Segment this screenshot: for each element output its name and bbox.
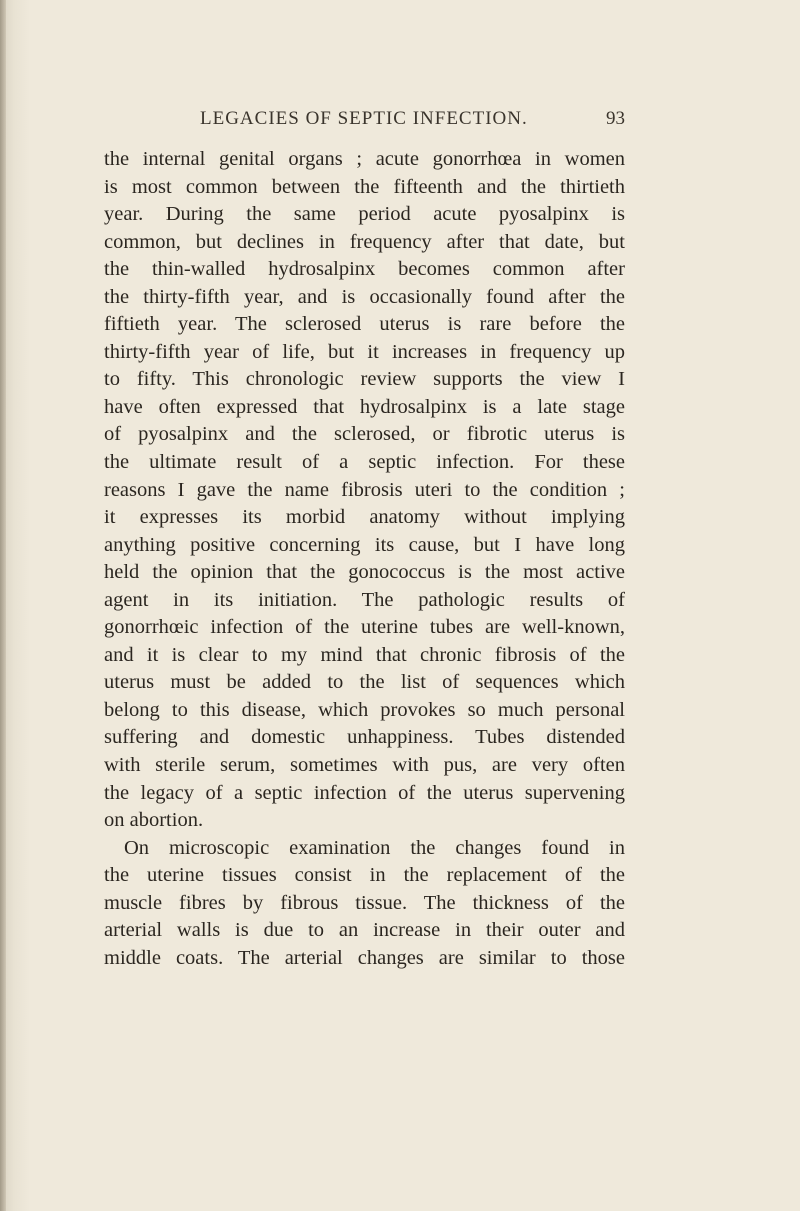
- text-line: muscle fibres by fibrous tissue. The thickness of the: [104, 891, 625, 914]
- text-line: with sterile serum, sometimes with pus, are very often: [104, 754, 625, 777]
- text-line: gonorrhœic infection of the uterine tubes are well-known,: [104, 616, 625, 639]
- text-line: is most common between the fifteenth and the thirtieth: [104, 175, 625, 198]
- text-line: the ultimate result of a septic infection. For these: [104, 451, 625, 474]
- text-line: thirty-fifth year of life, but it increases in frequency up: [104, 340, 625, 363]
- text-line: the thirty-fifth year, and is occasionally found after the: [104, 285, 625, 308]
- text-line: of pyosalpinx and the sclerosed, or fibrotic uterus is: [104, 423, 625, 446]
- text-line: held the opinion that the gonococcus is the most active: [104, 561, 625, 584]
- text-line: the uterine tissues consist in the replacement of the: [104, 864, 625, 887]
- text-line: belong to this disease, which provokes so much personal: [104, 698, 625, 721]
- page-spine-shadow: [0, 0, 6, 1211]
- text-line: middle coats. The arterial changes are similar to those: [104, 946, 625, 969]
- text-line: anything positive concerning its cause, but I have long: [104, 533, 625, 556]
- text-line: uterus must be added to the list of sequences which: [104, 671, 625, 694]
- running-head: [200, 108, 625, 136]
- text-line: it expresses its morbid anatomy without implying: [104, 506, 625, 529]
- text-line: reasons I gave the name fibrosis uteri to the condition ;: [104, 478, 625, 501]
- paragraph-end-line: on abortion.: [104, 809, 204, 832]
- running-head-title: LEGACIES OF SEPTIC INFECTION.: [200, 108, 528, 129]
- text-line: to fifty. This chronologic review supports the view I: [104, 368, 625, 391]
- text-line: the thin-walled hydrosalpinx becomes common after: [104, 258, 625, 281]
- text-line: have often expressed that hydrosalpinx is a late stage: [104, 395, 625, 418]
- page-number: 93: [606, 108, 625, 129]
- text-line: fiftieth year. The sclerosed uterus is rare before the: [104, 313, 625, 336]
- text-line: arterial walls is due to an increase in their outer and: [104, 919, 625, 942]
- body-text: [104, 146, 625, 972]
- text-line: the internal genital organs ; acute gonorrhœa in women: [104, 148, 625, 170]
- text-line: agent in its initiation. The pathologic results of: [104, 588, 625, 611]
- text-line: and it is clear to my mind that chronic fibrosis of the: [104, 643, 625, 666]
- paragraph-start-line: On microscopic examination the changes found in: [124, 836, 625, 859]
- text-line: year. During the same period acute pyosalpinx is: [104, 203, 625, 226]
- text-line: suffering and domestic unhappiness. Tubes distended: [104, 726, 625, 749]
- text-line: the legacy of a septic infection of the uterus supervening: [104, 781, 625, 804]
- text-line: common, but declines in frequency after that date, but: [104, 230, 625, 253]
